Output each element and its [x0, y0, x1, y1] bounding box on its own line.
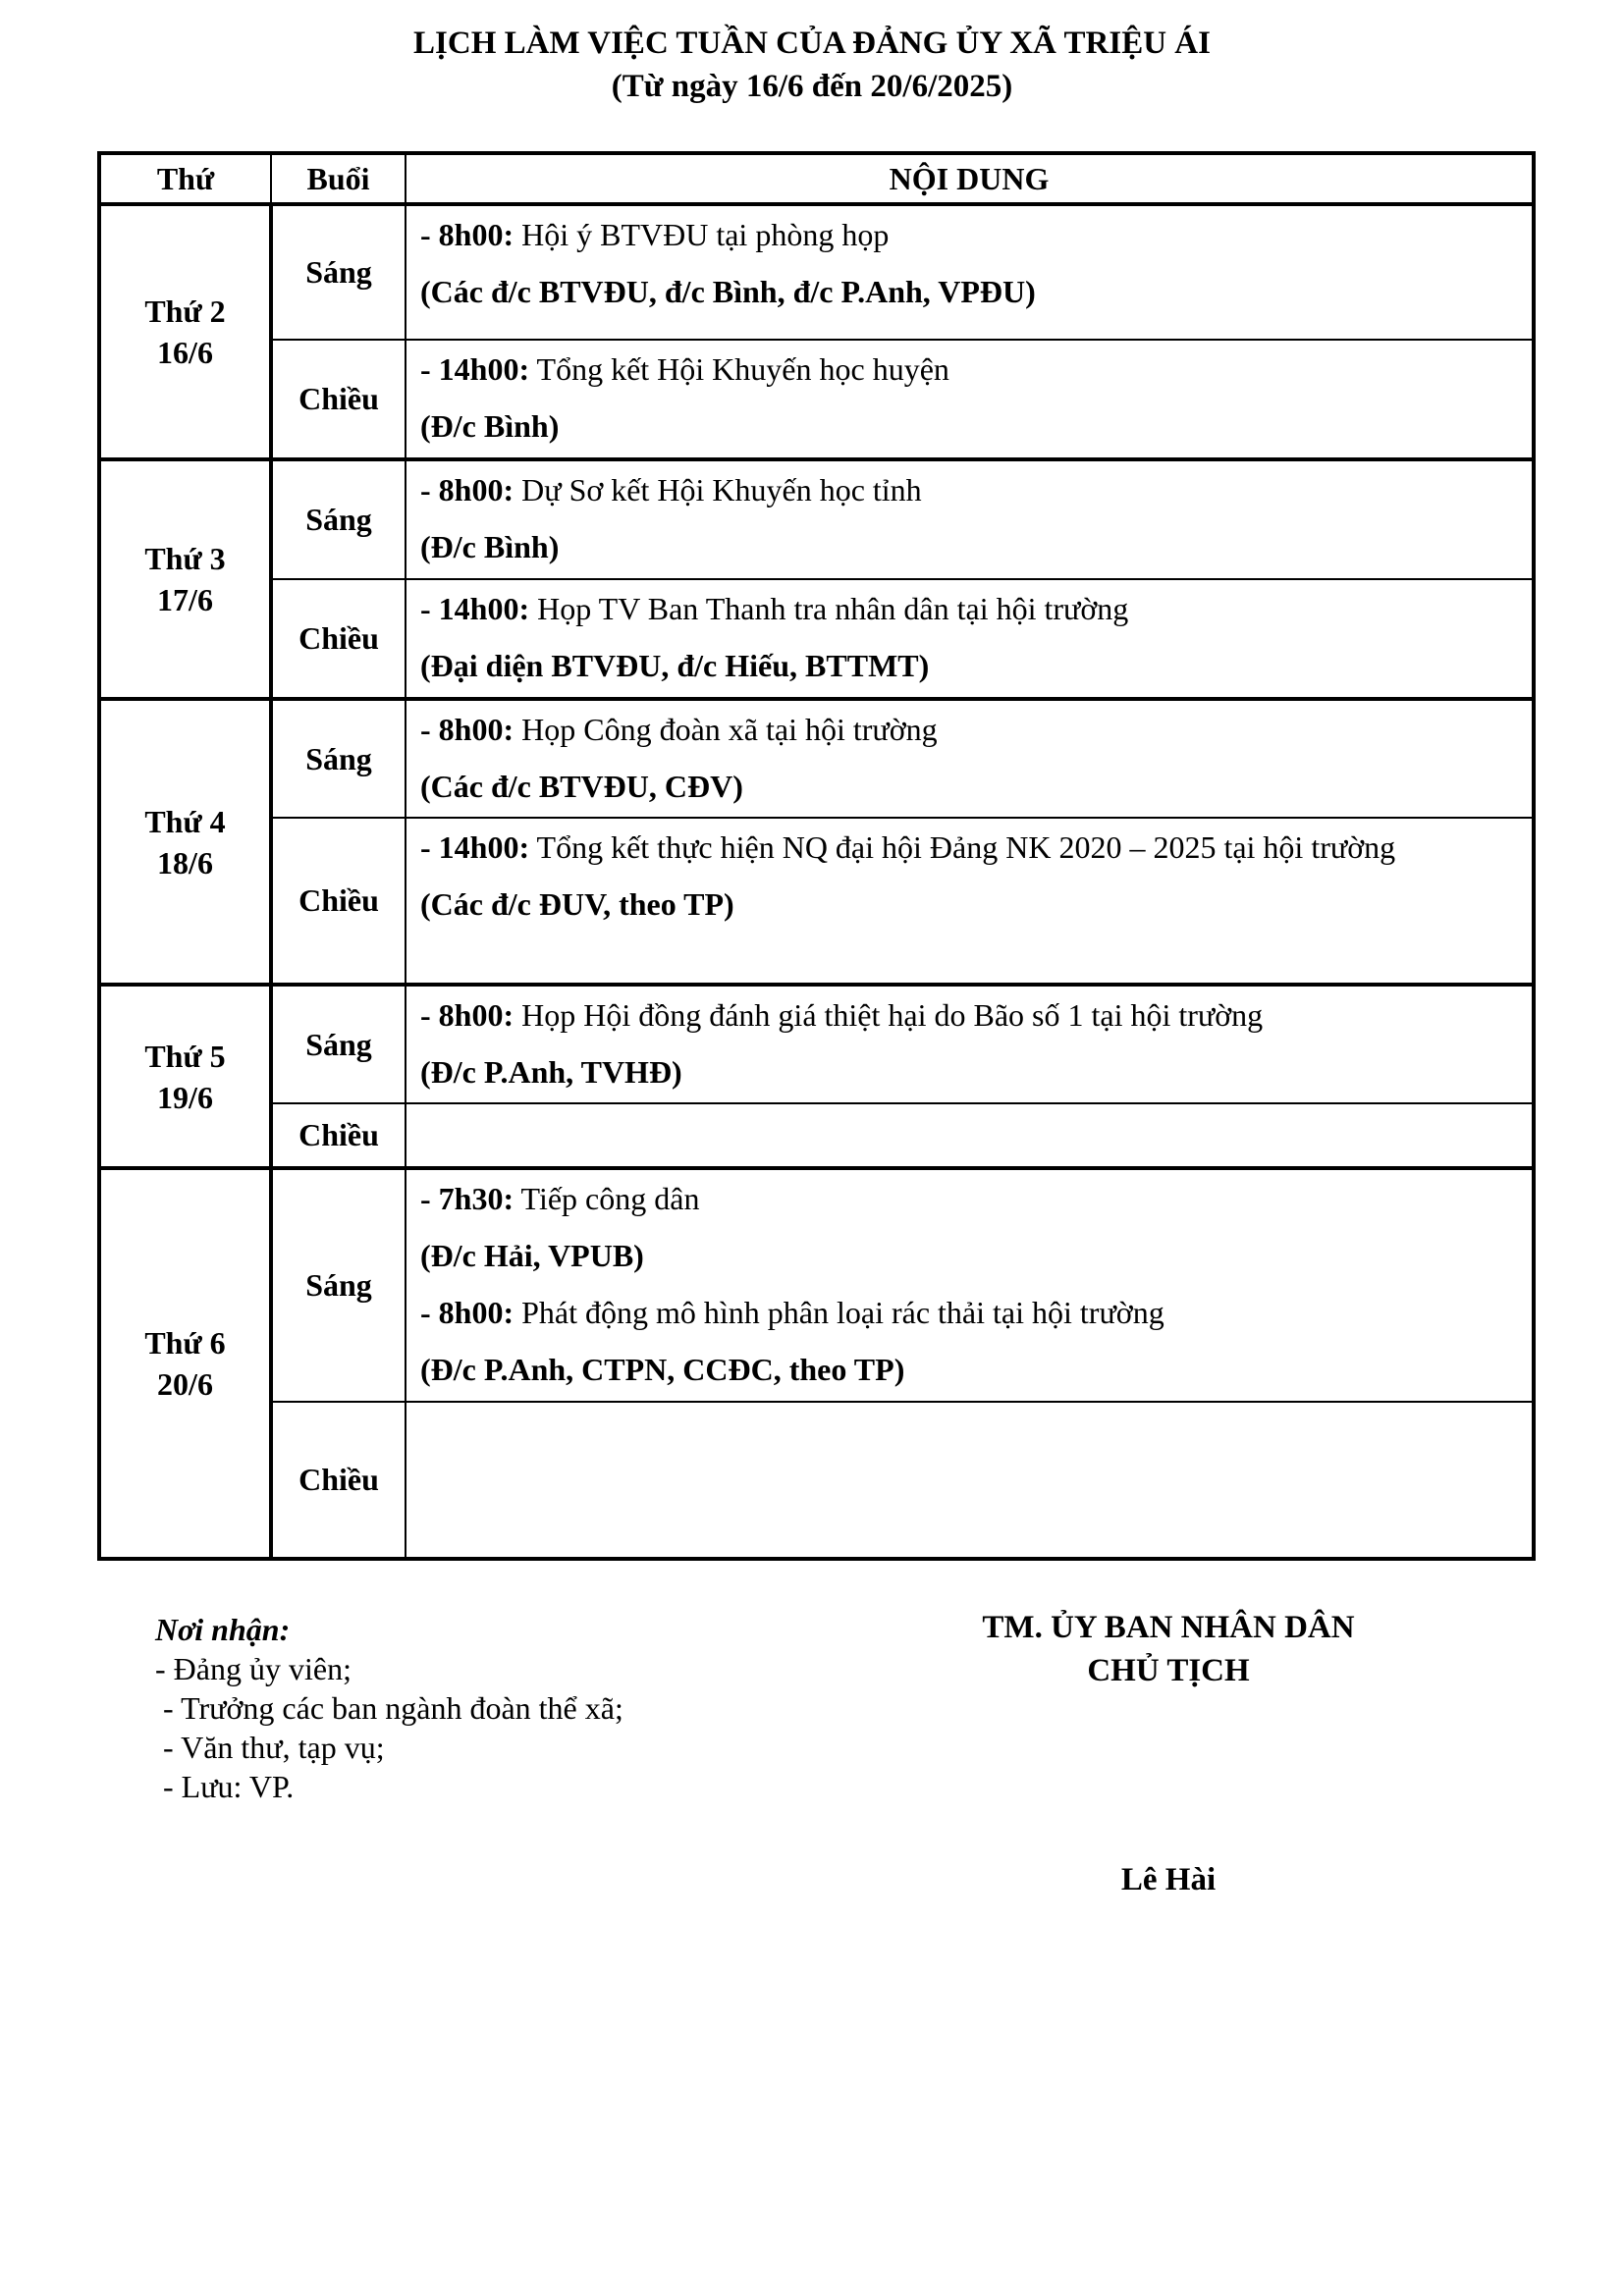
- agenda-time: - 8h00:: [420, 217, 514, 252]
- signature-block: [884, 1606, 1453, 1692]
- agenda-item: [420, 216, 1518, 253]
- weekday-label: Thứ 2: [144, 294, 226, 329]
- session-afternoon: Chiều: [271, 579, 406, 699]
- session-morning: Sáng: [271, 985, 406, 1103]
- document-subtitle: (Từ ngày 16/6 đến 20/6/2025): [611, 69, 1013, 104]
- table-row: [99, 1168, 1534, 1402]
- agenda-time: - 8h00:: [420, 997, 514, 1033]
- content-cell: [406, 579, 1534, 699]
- agenda-time: - 14h00:: [420, 351, 530, 387]
- agenda-text: Phát động mô hình phân loại rác thải tại hội trường: [514, 1295, 1164, 1330]
- agenda-time: - 8h00:: [420, 472, 514, 507]
- content-cell: [406, 1168, 1534, 1402]
- date-label: 17/6: [157, 582, 213, 617]
- session-morning: Sáng: [271, 699, 406, 818]
- content-cell: [406, 1103, 1534, 1168]
- agenda-text: Họp TV Ban Thanh tra nhân dân tại hội trường: [529, 591, 1129, 626]
- agenda-text: Tiếp công dân: [514, 1181, 700, 1216]
- agenda-time: - 7h30:: [420, 1181, 514, 1216]
- document-title: LỊCH LÀM VIỆC TUẦN CỦA ĐẢNG ỦY XÃ TRIỆU ÁI: [413, 26, 1211, 61]
- signer-name: Lê Hài: [1120, 1862, 1217, 1897]
- recipient-item: - Trưởng các ban ngành đoàn thể xã;: [155, 1690, 623, 1726]
- agenda-item: [420, 711, 1518, 748]
- agenda-text: Hội ý BTVĐU tại phòng họp: [514, 217, 890, 252]
- content-cell: [406, 459, 1534, 579]
- weekday-label: Thứ 5: [144, 1038, 226, 1074]
- agenda-item: [420, 1294, 1518, 1331]
- content-cell: [406, 204, 1534, 340]
- day-cell: [99, 459, 271, 699]
- document-title-block: [0, 22, 1624, 108]
- agenda-participants: (Đ/c Bình): [420, 408, 560, 444]
- day-cell: [99, 985, 271, 1168]
- table-row: [99, 1402, 1534, 1559]
- table-header-row: [99, 153, 1534, 204]
- recipient-item: - Lưu: VP.: [155, 1769, 295, 1804]
- agenda-text: Họp Công đoàn xã tại hội trường: [514, 712, 938, 747]
- table-row: [99, 579, 1534, 699]
- content-cell: [406, 985, 1534, 1103]
- signature-position: CHỦ TỊCH: [1087, 1653, 1250, 1688]
- table-row: [99, 1103, 1534, 1168]
- weekday-label: Thứ 3: [144, 541, 226, 576]
- session-afternoon: Chiều: [271, 1402, 406, 1559]
- column-header-content: NỘI DUNG: [406, 153, 1534, 204]
- agenda-text: Tổng kết Hội Khuyến học huyện: [529, 351, 949, 387]
- recipients-heading: Nơi nhận:: [155, 1612, 291, 1647]
- agenda-time: - 8h00:: [420, 712, 514, 747]
- session-afternoon: Chiều: [271, 340, 406, 459]
- agenda-participants: (Các đ/c BTVĐU, đ/c Bình, đ/c P.Anh, VPĐU): [420, 274, 1036, 309]
- session-afternoon: Chiều: [271, 818, 406, 985]
- date-label: 18/6: [157, 844, 213, 881]
- table-row: [99, 459, 1534, 579]
- agenda-participants: (Đ/c P.Anh, CTPN, CCĐC, theo TP): [420, 1352, 905, 1387]
- agenda-participants: (Các đ/c BTVĐU, CĐV): [420, 769, 743, 804]
- signature-org: TM. ỦY BAN NHÂN DÂN: [982, 1610, 1355, 1645]
- session-morning: Sáng: [271, 459, 406, 579]
- agenda-time: - 8h00:: [420, 1295, 514, 1330]
- agenda-participants: (Các đ/c ĐUV, theo TP): [420, 886, 734, 922]
- column-header-session: Buổi: [271, 153, 406, 204]
- weekday-label: Thứ 6: [144, 1325, 226, 1361]
- date-label: 19/6: [157, 1079, 213, 1115]
- agenda-participants: (Đ/c Hải, VPUB): [420, 1238, 644, 1273]
- agenda-item: [420, 996, 1518, 1034]
- recipients-block: [155, 1610, 623, 1806]
- table-row: [99, 204, 1534, 340]
- table-row: [99, 985, 1534, 1103]
- date-label: 20/6: [157, 1366, 213, 1402]
- date-label: 16/6: [157, 335, 213, 370]
- agenda-item: [420, 471, 1518, 508]
- recipient-item: - Văn thư, tạp vụ;: [155, 1730, 385, 1765]
- table-row: [99, 340, 1534, 459]
- agenda-participants: (Đ/c P.Anh, TVHĐ): [420, 1054, 682, 1090]
- column-header-day: Thứ: [99, 153, 271, 204]
- agenda-text: Tổng kết thực hiện NQ đại hội Đảng NK 2020 – 2025 tại hội trường: [529, 829, 1396, 865]
- weekday-label: Thứ 4: [144, 803, 226, 839]
- session-afternoon: Chiều: [271, 1103, 406, 1168]
- agenda-item: [420, 1180, 1518, 1217]
- day-cell: [99, 1168, 271, 1559]
- recipient-item: - Đảng ủy viên;: [155, 1651, 352, 1686]
- agenda-text: Dự Sơ kết Hội Khuyến học tỉnh: [514, 472, 922, 507]
- table-row: [99, 818, 1534, 985]
- agenda-time: - 14h00:: [420, 591, 530, 626]
- agenda-item: [420, 590, 1518, 627]
- schedule-table: [97, 151, 1536, 1561]
- content-cell: [406, 818, 1534, 985]
- session-morning: Sáng: [271, 204, 406, 340]
- agenda-item: [420, 828, 1518, 866]
- agenda-item: [420, 350, 1518, 388]
- content-cell: [406, 1402, 1534, 1559]
- content-cell: [406, 340, 1534, 459]
- agenda-participants: (Đ/c Bình): [420, 529, 560, 564]
- day-cell: [99, 204, 271, 459]
- agenda-text: Họp Hội đồng đánh giá thiệt hại do Bão số 1 tại hội trường: [514, 997, 1264, 1033]
- content-cell: [406, 699, 1534, 818]
- schedule-body: [99, 204, 1534, 1559]
- agenda-time: - 14h00:: [420, 829, 530, 865]
- agenda-participants: (Đại diện BTVĐU, đ/c Hiếu, BTTMT): [420, 648, 930, 683]
- session-morning: Sáng: [271, 1168, 406, 1402]
- table-row: [99, 699, 1534, 818]
- day-cell: [99, 699, 271, 985]
